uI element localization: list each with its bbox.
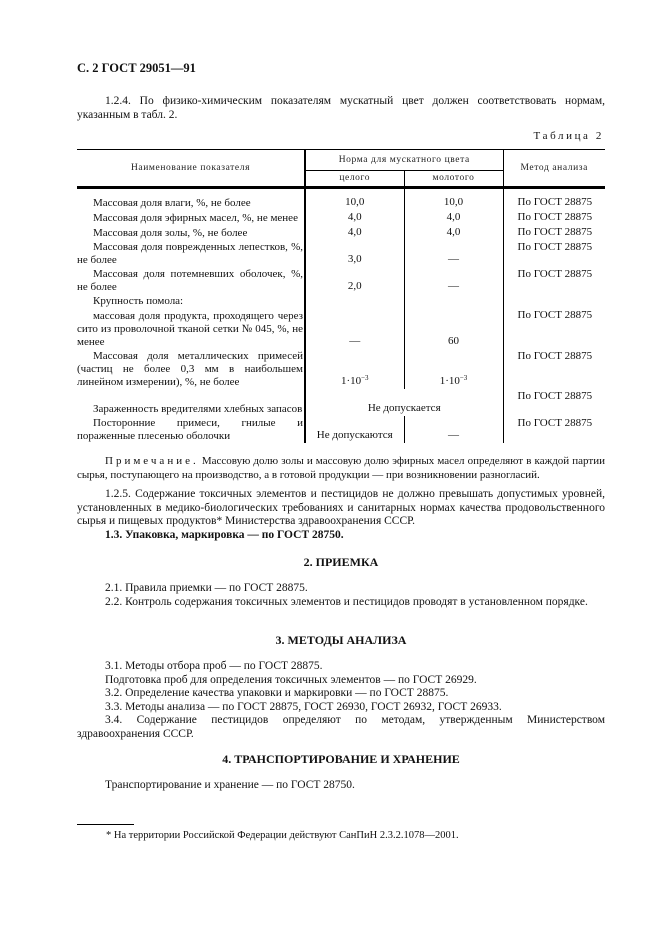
row-ground: 4,0 <box>404 225 503 240</box>
row-name: Массовая доля золы, %, не более <box>93 226 248 239</box>
row-method: По ГОСТ 28875 <box>517 210 593 223</box>
row-method: По ГОСТ 28875 <box>517 225 593 238</box>
section-3-title: 3. МЕТОДЫ АНАЛИЗА <box>275 633 407 647</box>
row-name: Массовая доля эфирных масел, %, не менее <box>93 211 298 224</box>
spec-table <box>77 149 605 443</box>
paragraph-1-2-5: 1.2.5. Содержание токсичных элементов и пестицидов не должно превышать допустимых уровней, установленных в медико-биологических требованиях и санитарных нормах качества продовольственного сырья и пищевых продуктов* Министерства здравоохранения СССР. <box>77 488 605 528</box>
row-ground: $1\cdot 10^{-3}$ <box>404 349 503 389</box>
row-name: Массовая доля влаги, %, не более <box>93 196 251 209</box>
header-ground: молотого <box>404 171 503 188</box>
row-method: По ГОСТ 28875 <box>517 240 593 253</box>
row-name: Массовая доля потемневших оболочек, %, не более <box>77 267 303 293</box>
header-whole: целого <box>305 171 404 188</box>
paragraph-1-3: 1.3. Упаковка, маркировка — по ГОСТ 28750. <box>105 529 344 541</box>
row-ground: 10,0 <box>404 188 503 210</box>
table-row <box>77 225 605 240</box>
page-header: С. 2 ГОСТ 29051—91 <box>77 61 196 75</box>
footnote: * На территории Российской Федерации действуют СанПиН 2.3.2.1078—2001. <box>106 830 459 841</box>
row-whole: 4,0 <box>305 225 404 240</box>
note-label: Примечание. <box>105 455 199 467</box>
paragraph-4: Транспортирование и хранение — по ГОСТ 28750. <box>105 779 355 791</box>
paragraph-3-1-prep: Подготовка проб для определения токсичных элементов — по ГОСТ 26929. <box>105 674 477 686</box>
paragraph-2-2: 2.2. Контроль содержания токсичных элементов и пестицидов проводят в установленном порядке. <box>105 596 588 608</box>
row-whole: — <box>305 308 404 349</box>
row-whole: $1\cdot 10^{-3}$ <box>305 349 404 389</box>
paragraph-3-1: 3.1. Методы отбора проб — по ГОСТ 28875. <box>105 660 323 672</box>
row-ground: — <box>404 416 503 443</box>
row-method: По ГОСТ 28875 <box>517 308 593 321</box>
row-merged-value: Не допускается <box>305 389 503 416</box>
row-name: Зараженность вредителями хлебных запасов <box>93 402 303 415</box>
table-row <box>77 349 605 389</box>
paragraph-3-2: 3.2. Определение качества упаковки и маркировки — по ГОСТ 28875. <box>105 687 449 699</box>
row-whole: 3,0 <box>305 240 404 267</box>
table-row <box>77 308 605 349</box>
row-ground: — <box>404 240 503 267</box>
row-whole: 4,0 <box>305 210 404 225</box>
table-caption: Таблица 2 <box>533 130 604 142</box>
paragraph-3-3: 3.3. Методы анализа — по ГОСТ 28875, ГОСТ 26930, ГОСТ 26932, ГОСТ 26933. <box>105 701 502 713</box>
paragraph-2-1: 2.1. Правила приемки — по ГОСТ 28875. <box>105 582 308 594</box>
paragraph-1-2-4: 1.2.4. По физико-химическим показателям мускатный цвет должен соответствовать нормам, указанным в табл. 2. <box>77 95 605 121</box>
footnote-divider <box>77 824 134 825</box>
section-2-title: 2. ПРИЕМКА <box>303 555 379 569</box>
table-row <box>77 188 605 210</box>
row-ground: — <box>404 267 503 294</box>
row-ground: 60 <box>404 308 503 349</box>
row-name: массовая доля продукта, проходящего через сито из проволочной тканой сетки № 045, %, не менее <box>77 309 303 348</box>
row-whole: 2,0 <box>305 267 404 294</box>
header-name: Наименование показателя <box>77 150 305 188</box>
table-row <box>77 389 605 416</box>
row-method: По ГОСТ 28875 <box>517 349 593 362</box>
row-method: По ГОСТ 28875 <box>517 389 593 402</box>
paragraph-3-4: 3.4. Содержание пестицидов определяют по методам, утвержденным Министерством здравоохранения СССР. <box>77 714 605 740</box>
header-norm-group: Норма для мускатного цвета <box>305 150 503 171</box>
section-4-title: 4. ТРАНСПОРТИРОВАНИЕ И ХРАНЕНИЕ <box>222 752 460 766</box>
row-method: По ГОСТ 28875 <box>517 267 593 280</box>
row-name: Крупность помола: <box>93 294 184 307</box>
row-method: По ГОСТ 28875 <box>517 195 593 208</box>
table-row <box>77 416 605 443</box>
header-method: Метод анализа <box>503 150 605 188</box>
table-row <box>77 210 605 225</box>
row-whole: Не допускаются <box>305 416 404 443</box>
table-row <box>77 240 605 267</box>
row-name: Массовая доля поврежденных лепестков, %, не более <box>77 240 303 266</box>
table-note <box>77 455 605 482</box>
table-row <box>77 294 605 308</box>
row-whole: 10,0 <box>305 188 404 210</box>
table-row <box>77 267 605 294</box>
row-method: По ГОСТ 28875 <box>517 416 593 429</box>
row-ground: 4,0 <box>404 210 503 225</box>
row-name: Массовая доля металлических примесей (частиц не более 0,3 мм в наибольшем линейном измерении), %, не более <box>77 349 303 388</box>
row-name: Посторонние примеси, гнилые и пораженные плесенью оболочки <box>77 416 303 442</box>
note-text: Массовую долю золы и массовую долю эфирных масел определяют в каждой партии сырья, поступающего на производство, а в готовой продукции — при возникновении разногласий. <box>77 455 605 481</box>
